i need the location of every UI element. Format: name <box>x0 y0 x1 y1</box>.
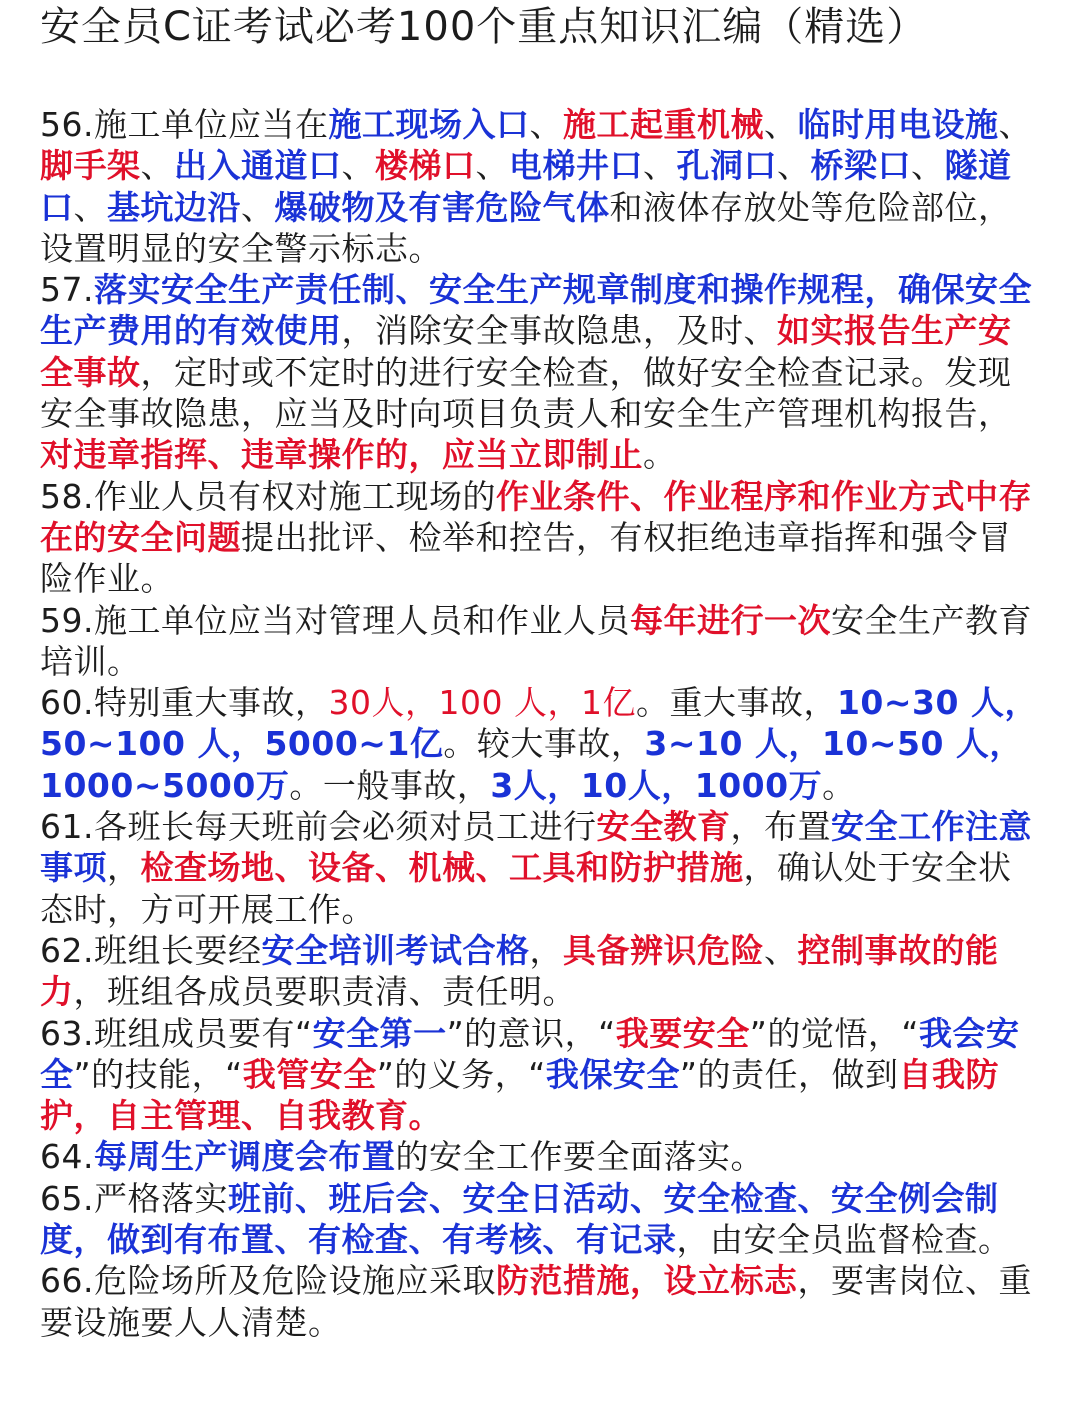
highlighted-text: 出入通道口 <box>174 146 342 186</box>
body-text: 安全生产教育培训。 <box>40 600 1032 681</box>
body-text: ，确认处于安全状态时，方可开展工作。 <box>40 848 1012 929</box>
highlighted-text: 我要安全 <box>615 1013 750 1053</box>
knowledge-item-60 <box>40 682 1040 806</box>
body-text: ”的责任，做到 <box>679 1054 899 1094</box>
knowledge-item-58 <box>40 476 1040 600</box>
body-text: ， <box>107 848 141 888</box>
body-text: 、 <box>763 930 798 970</box>
body-text: 和液体存放处等危险部位，设置明显的安全警示标志。 <box>40 187 1012 268</box>
highlighted-text: 爆破物及有害危险气体 <box>274 187 610 227</box>
body-text: 、 <box>998 105 1032 144</box>
body-text: ”的意识，“ <box>446 1013 616 1053</box>
body-text: 63.班组成员要有“ <box>40 1013 313 1053</box>
knowledge-item-65 <box>40 1178 1040 1261</box>
highlighted-text: 我会安全 <box>40 1013 1020 1094</box>
highlighted-text: 10~30 人，50~100 人，5000~1亿 <box>40 683 1038 764</box>
page-title: 安全员C证考试必考100个重点知识汇编（精选） <box>40 4 928 50</box>
highlighted-text: 控制事故的能力 <box>40 930 999 1012</box>
body-text: 、 <box>241 187 275 227</box>
highlighted-text: 自我防护，自主管理、自我教育。 <box>40 1054 1000 1136</box>
body-text: ”的义务，“ <box>376 1054 546 1094</box>
knowledge-item-59 <box>40 600 1040 683</box>
knowledge-item-61 <box>40 806 1040 930</box>
body-text: 、 <box>763 105 798 144</box>
body-text: 61.各班长每天班前会必须对员工进行 <box>40 807 597 847</box>
highlighted-text: 我保安全 <box>545 1054 680 1094</box>
highlighted-text: 安全教育 <box>596 807 731 847</box>
body-text: 、 <box>73 187 107 227</box>
body-text: 。 <box>822 765 856 805</box>
body-text: 。一般事故， <box>289 765 491 805</box>
knowledge-item-63 <box>40 1013 1040 1137</box>
highlighted-text: 班前、班后会、安全日活动、安全检查、安全例会制度，做到有布置、有检查、有考核、有记录 <box>40 1178 999 1260</box>
body-text: 60.特别重大事故， <box>40 683 329 723</box>
highlighted-text: 3~10 人，10~50 人，1000~5000万 <box>40 724 1023 805</box>
body-text: ”的技能，“ <box>73 1054 243 1094</box>
body-text: ，要害岗位、重要设施要人人清楚。 <box>40 1261 1032 1342</box>
highlighted-text: 基坑边沿 <box>107 187 241 227</box>
body-text: 的安全工作要全面落实。 <box>395 1137 764 1177</box>
body-text: 。 <box>643 435 677 475</box>
body-text: 、 <box>911 146 945 186</box>
highlighted-text: 施工现场入口 <box>328 105 530 144</box>
body-text: 59.施工单位应当对管理人员和作业人员 <box>40 600 630 640</box>
body-text: 、 <box>777 146 811 186</box>
highlighted-text: 我管安全 <box>242 1054 377 1094</box>
highlighted-text: 如实报告生产安全事故 <box>40 311 1012 392</box>
highlighted-text: 检查场地、设备、机械、工具和防护措施 <box>140 848 744 888</box>
highlighted-text: 落实安全生产责任制、安全生产规章制度和操作规程，确保安全生产费用的有效使用 <box>40 270 1032 351</box>
body-text: 、 <box>140 146 174 186</box>
body-text: ，消除安全事故隐患，及时、 <box>341 311 777 351</box>
body-text: ， <box>529 930 563 970</box>
knowledge-item-64 <box>40 1136 1040 1177</box>
body-text: 62.班组长要经 <box>40 930 262 970</box>
body-text: 、 <box>341 146 375 186</box>
body-text: 65.严格落实 <box>40 1178 228 1218</box>
highlighted-text: 对违章指挥、违章操作的，应当立即制止 <box>40 435 643 475</box>
highlighted-text: 作业条件、作业程序和作业方式中存在的安全问题 <box>40 476 1032 557</box>
body-text: ”的觉悟，“ <box>749 1013 919 1053</box>
highlighted-text: 孔洞口 <box>676 146 777 186</box>
highlighted-text: 安全培训考试合格 <box>261 930 530 970</box>
body-text: 57. <box>40 270 94 310</box>
body-text: ，布置 <box>730 807 831 847</box>
body-text: 64. <box>40 1137 94 1177</box>
highlighted-text: 隧道口 <box>40 146 1012 227</box>
body-text: ，由安全员监督检查。 <box>676 1220 1012 1260</box>
body-text: 58.作业人员有权对施工现场的 <box>40 476 496 516</box>
body-text: 56.施工单位应当在 <box>40 105 329 144</box>
body-text: 、 <box>643 146 677 186</box>
body-text: 、 <box>475 146 509 186</box>
highlighted-text: 电梯井口 <box>509 146 643 186</box>
highlighted-text: 具备辨识危险 <box>562 930 764 970</box>
highlighted-text: 脚手架 <box>40 146 141 186</box>
knowledge-list <box>40 104 1040 1343</box>
highlighted-text: 楼梯口 <box>375 146 476 186</box>
highlighted-text: 3人，10人，1000万 <box>490 765 823 805</box>
highlighted-text: 每年进行一次 <box>629 600 831 640</box>
highlighted-text: 临时用电设施 <box>797 105 999 144</box>
highlighted-text: 每周生产调度会布置 <box>93 1137 396 1177</box>
highlighted-text: 安全工作注意事项 <box>40 807 1032 888</box>
body-text: 66.危险场所及危险设施应采取 <box>40 1261 496 1301</box>
body-text: 、 <box>529 105 563 144</box>
highlighted-text: 防范措施，设立标志 <box>495 1261 798 1301</box>
knowledge-item-56 <box>40 104 1040 269</box>
body-text: ，定时或不定时的进行安全检查，做好安全检查记录。发现安全事故隐患，应当及时向项目负责人和安全生产管理机构报告， <box>40 352 1012 434</box>
knowledge-item-62 <box>40 930 1040 1013</box>
body-text: ，班组各成员要职责清、责任明。 <box>73 972 576 1012</box>
highlighted-text: 安全第一 <box>312 1013 447 1053</box>
body-text: 。重大事故， <box>635 683 837 723</box>
highlighted-text: 施工起重机械 <box>562 105 764 144</box>
knowledge-item-57 <box>40 269 1040 475</box>
body-text: 。较大事故， <box>443 724 645 764</box>
body-text: 提出批评、检举和控告，有权拒绝违章指挥和强令冒险作业。 <box>40 517 1012 599</box>
highlighted-text: 桥梁口 <box>810 146 911 186</box>
knowledge-item-66 <box>40 1260 1040 1343</box>
highlighted-text: 30人，100 人，1亿 <box>328 683 636 723</box>
